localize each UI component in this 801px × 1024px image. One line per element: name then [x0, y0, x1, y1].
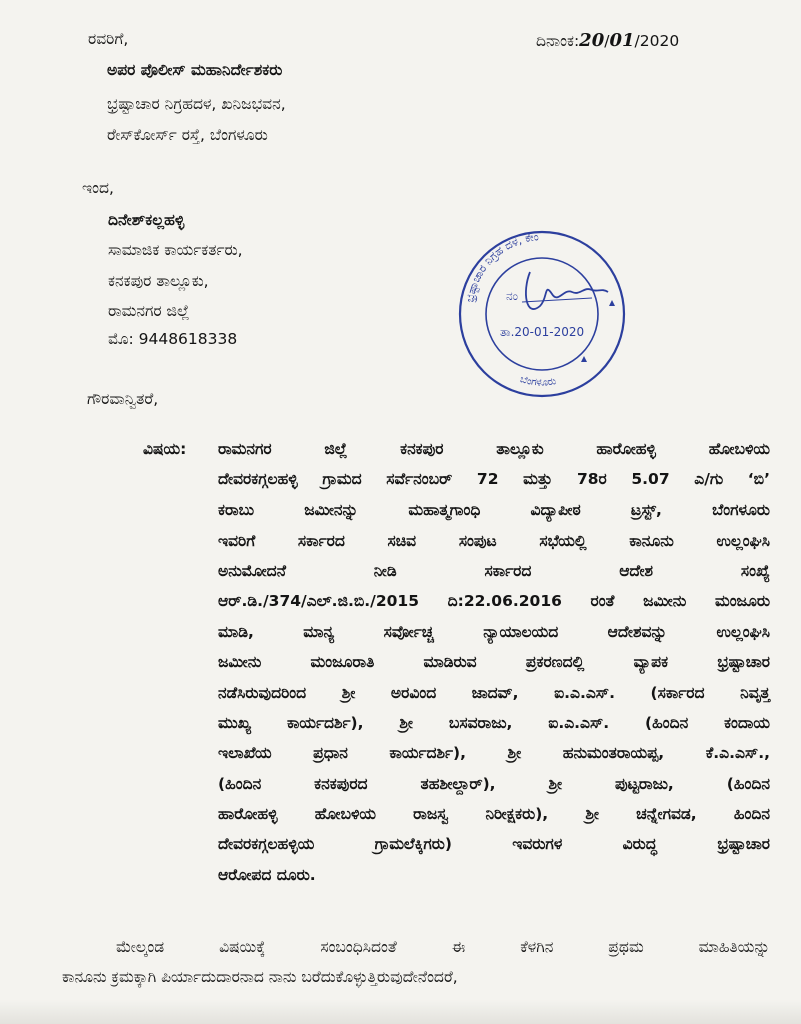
sender-line: ಕನಕಪುರ ತಾಲ್ಲೂಕು,: [108, 272, 209, 290]
star-icon: [609, 300, 615, 306]
date-prefix: ದಿನಾಂಕ:: [536, 32, 580, 50]
subject-line: ಮುಖ್ಯ ಕಾರ್ಯದರ್ಶಿ), ಶ್ರೀ ಬಸವರಾಜು, ಐ.ಎ.ಎಸ್. (ಹಿಂದಿನ ಕಂದಾಯ: [218, 714, 770, 732]
date-sep: /: [604, 32, 610, 50]
subject-line: ಇವರಿಗೆ ಸರ್ಕಾರದ ಸಚಿವ ಸಂಪುಟ ಸಭೆಯಲ್ಲಿ ಕಾನೂನು ಉಲ್ಲಂಘಿಸಿ: [218, 532, 770, 550]
subject-line: ಆರ್.ಡಿ./374/ಎಲ್.ಜಿ.ಬಿ./2015 ದಿ:22.06.2016 ರಂತೆ ಜಮೀನು ಮಂಜೂರು: [218, 592, 770, 610]
body-line: ಕಾನೂನು ಕ್ರಮಕ್ಕಾಗಿ ಪಿರ್ಯಾದುದಾರನಾದ ನಾನು ಬರೆದುಕೊಳ್ಳುತ್ತಿರುವುದೇನೆಂದರೆ,: [62, 968, 458, 986]
subject-line: ದೇವರಕಗ್ಗಲಹಳ್ಳಿಯ ಗ್ರಾಮಲೆಕ್ಕಿಗರು) ಇವರುಗಳ ವಿರುದ್ಧ ಭ್ರಷ್ಟಾಚಾರ: [218, 835, 770, 853]
recipient-title: ಅಪರ ಪೊಲೀಸ್ ಮಹಾನಿರ್ದೇಶಕರು: [107, 61, 283, 79]
date-month: 01: [609, 30, 635, 51]
date-day: 20: [579, 30, 605, 51]
signature-mark: [526, 272, 608, 309]
subject-line: (ಹಿಂದಿನ ಕನಕಪುರದ ತಹಶೀಲ್ದಾರ್), ಶ್ರೀ ಪುಟ್ಟರಾಜು, (ಹಿಂದಿನ: [218, 775, 770, 793]
recipient-line: ಭ್ರಷ್ಟಾಚಾರ ನಿಗ್ರಹದಳ, ಖನಿಜಭವನ,: [107, 95, 286, 113]
subject-line: ದೇವರಕಗ್ಗಲಹಳ್ಳಿ ಗ್ರಾಮದ ಸರ್ವೆನಂಬರ್ 72 ಮತ್ತು 78ರ 5.07 ಎ/ಗು ‘ಬಿ’: [218, 470, 770, 488]
subject-line: ಮಾಡಿ, ಮಾನ್ಯ ಸರ್ವೋಚ್ಚ ನ್ಯಾಯಾಲಯದ ಆದೇಶವನ್ನು ಉಲ್ಲಂಘಿಸಿ: [218, 623, 770, 641]
subject-label: ವಿಷಯ:: [143, 440, 187, 458]
subject-line: ನಡೆಸಿರುವುದರಿಂದ ಶ್ರೀ ಅರವಿಂದ ಜಾದವ್, ಐ.ಎ.ಎಸ್. (ಸರ್ಕಾರದ ನಿವೃತ್ತ: [218, 684, 770, 702]
sender-line: ಸಾಮಾಜಿಕ ಕಾರ್ಯಕರ್ತರು,: [108, 241, 243, 259]
salutation: ಗೌರವಾನ್ವಿತರೆ,: [87, 390, 159, 408]
subject-line: ಆರೋಪದ ದೂರು.: [218, 866, 316, 884]
sender-line: ರಾಮನಗರ ಜಿಲ್ಲೆ: [108, 302, 190, 320]
recipient-line: ರೇಸ್‌ಕೋರ್ಸ್ ರಸ್ತೆ, ಬೆಂಗಳೂರು: [107, 126, 268, 144]
subject-line: ಕರಾಬು ಜಮೀನನ್ನು ಮಹಾತ್ಮಗಾಂಧಿ ವಿದ್ಯಾಪೀಠ ಟ್ರಸ್ಟ್, ಬೆಂಗಳೂರು: [218, 501, 770, 519]
subject-line: ಅನುಮೋದನೆ ನೀಡಿ ಸರ್ಕಾರದ ಆದೇಶ ಸಂಖ್ಯೆ: [218, 562, 770, 580]
subject-line: ರಾಮನಗರ ಜಿಲ್ಲೆ ಕನಕಪುರ ತಾಲ್ಲೂಕು ಹಾರೋಹಳ್ಳಿ ಹೋಬಳಿಯ: [218, 440, 770, 458]
stamp-ring-bottom: ಬೆಂಗಳೂರು: [518, 374, 558, 389]
star-icon: [581, 356, 587, 362]
sender-phone: ಮೊ: 9448618338: [108, 330, 238, 348]
date-year: 2020: [639, 32, 680, 50]
to-label: ರವರಿಗೆ,: [88, 30, 129, 48]
stamp-number-label: ನಂ: [506, 289, 518, 303]
page-bottom-edge: [0, 1000, 801, 1024]
subject-line: ಹಾರೋಹಳ್ಳಿ ಹೋಬಳಿಯ ರಾಜಸ್ವ ನಿರೀಕ್ಷಕರು), ಶ್ರೀ ಚನ್ನೇಗವಡ, ಹಿಂದಿನ: [218, 805, 770, 823]
subject-line: ಇಲಾಖೆಯ ಪ್ರಧಾನ ಕಾರ್ಯದರ್ಶಿ), ಶ್ರೀ ಹನುಮಂತರಾಯಪ್ಪ, ಕೆ.ಎ.ಎಸ್.,: [218, 744, 770, 762]
date: [536, 32, 679, 50]
stamp-date-label: ತಾ.20-01-2020: [500, 325, 585, 339]
body-line: ಮೇಲ್ಕಂಡ ವಿಷಯಿಕ್ಕೆ ಸಂಬಂಧಿಸಿದಂತೆ ಈ ಕೆಳಗಿನ ಪ್ರಥಮ ಮಾಹಿತಿಯನ್ನು: [116, 938, 770, 956]
stamp-ring-text: ಭ್ರಷ್ಟಾಚಾರ ನಿಗ್ರಹ ದಳ, ಕೇಂ: [463, 230, 540, 304]
from-label: ಇಂದ,: [82, 179, 114, 197]
date-sep: /: [634, 32, 640, 50]
sender-name: ದಿನೇಶ್‌ಕಲ್ಲಹಳ್ಳಿ: [108, 211, 185, 229]
subject-line: ಜಮೀನು ಮಂಜೂರಾತಿ ಮಾಡಿರುವ ಪ್ರಕರಣದಲ್ಲಿ ವ್ಯಾಪಕ ಭ್ರಷ್ಟಾಚಾರ: [218, 653, 770, 671]
official-stamp: [452, 222, 632, 402]
